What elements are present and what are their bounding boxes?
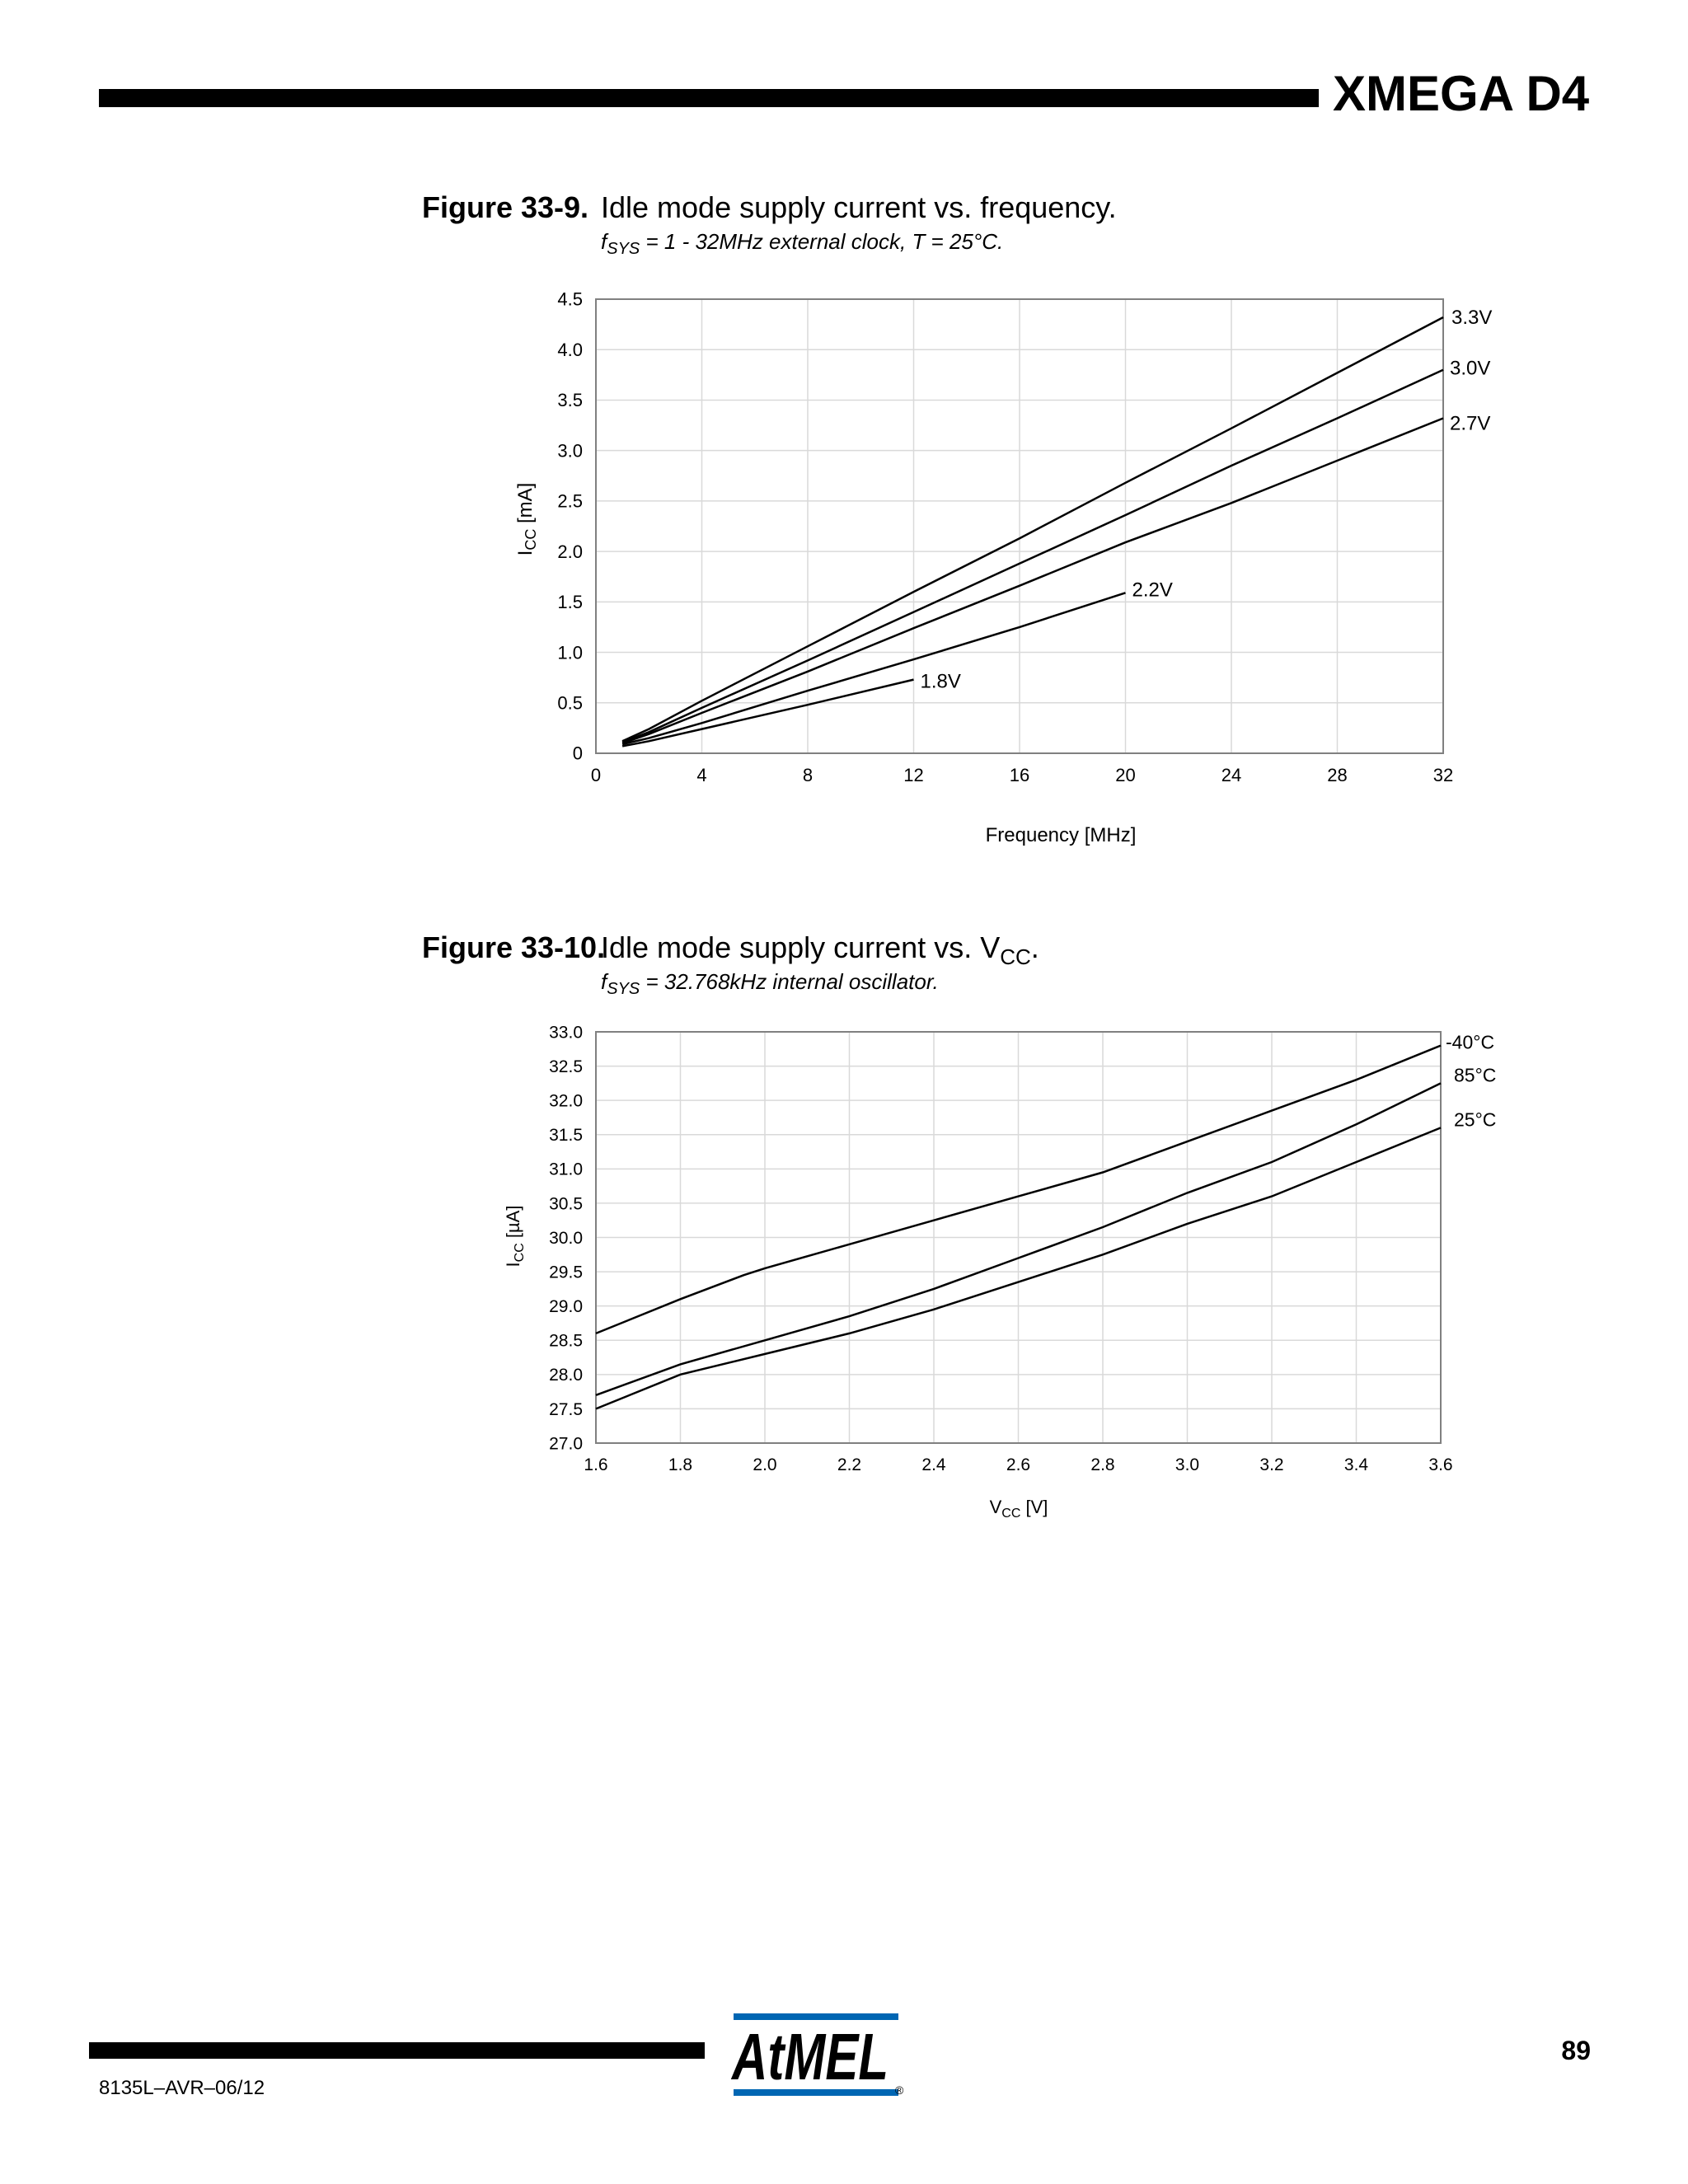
document-title: XMEGA D4 <box>1333 66 1590 121</box>
chart2-series-label: 25°C <box>1454 1108 1497 1131</box>
chart1-xtick-label: 0 <box>590 765 602 785</box>
chart1-ytick-label: 4.5 <box>557 288 583 310</box>
figure-2-subtitle: $f_{SYS} = 32.768kHz$ internal oscillator. <box>601 969 939 999</box>
chart-idle-current-vs-frequency <box>0 0 1688 890</box>
chart2-xtick-label: 2.0 <box>753 1455 777 1474</box>
chart2-xtick-label: 3.2 <box>1259 1455 1284 1474</box>
chart2-xtick-label: 2.6 <box>1006 1455 1031 1474</box>
chart2-ytick-label: 30.0 <box>549 1228 583 1248</box>
figure-1-subtitle: $f_{SYS} = 1 - 32MHz$ external clock, T = 25°C. <box>601 229 1004 259</box>
chart1-xtick-label: 8 <box>802 765 814 785</box>
chart1-ylabel: $I_{CC}$ [mA] <box>514 482 539 556</box>
chart2-series-label: -40°C <box>1446 1031 1495 1053</box>
footer-rule <box>89 2042 705 2059</box>
chart2-ytick-label: 29.5 <box>549 1263 583 1282</box>
chart2-ytick-label: 32.5 <box>549 1057 583 1076</box>
chart2-ytick-label: 30.5 <box>549 1194 583 1214</box>
svg-text:AtMEL: AtMEL <box>730 2020 889 2093</box>
chart2-xtick-label: 2.8 <box>1090 1455 1115 1474</box>
chart2-xtick-label: 3.4 <box>1343 1455 1369 1474</box>
chart1-series-line <box>622 317 1443 741</box>
chart1-xtick-label: 28 <box>1327 765 1348 785</box>
chart1-ytick-label: 1.0 <box>557 642 583 663</box>
chart1-xtick-label: 12 <box>903 765 924 785</box>
chart1-ytick-label: 0.5 <box>557 692 583 714</box>
chart1-series-label: 3.0V <box>1450 357 1491 380</box>
chart2-ylabel: $I_{CC}$ [µA] <box>503 1205 527 1268</box>
chart1-xtick-label: 4 <box>696 765 707 785</box>
chart2-xtick-label: 1.8 <box>668 1455 693 1474</box>
chart2-ytick-label: 27.5 <box>549 1399 583 1419</box>
chart2-xtick-label: 3.6 <box>1428 1455 1453 1474</box>
chart2-ytick-label: 32.0 <box>549 1091 583 1111</box>
chart1-ytick-label: 4.0 <box>557 339 583 360</box>
svg-text:®: ® <box>895 2083 904 2096</box>
chart1-xtick-label: 24 <box>1221 765 1242 785</box>
chart1-xtick-label: 32 <box>1432 765 1454 785</box>
figure-2-caption: Idle mode supply current vs. V <box>601 930 1001 964</box>
chart1-xlabel: Frequency [MHz] <box>985 824 1137 846</box>
chart1-xtick-label: 20 <box>1115 765 1136 785</box>
chart2-xtick-label: 2.2 <box>837 1455 862 1474</box>
chart2-ytick-label: 31.0 <box>549 1160 583 1179</box>
chart1-ytick-label: 2.0 <box>557 541 583 562</box>
chart1-series-label: 1.8V <box>920 670 961 693</box>
figure-1-number: Figure 33-9. <box>422 190 589 224</box>
chart2-xlabel: $V_{CC}$ [V] <box>989 1497 1048 1521</box>
figure-1-caption: Idle mode supply current vs. frequency. <box>601 190 1117 224</box>
chart2-ytick-label: 29.0 <box>549 1297 583 1317</box>
chart2-xtick-label: 2.4 <box>921 1455 946 1474</box>
chart1-series-line <box>622 593 1125 744</box>
page-number: 89 <box>1561 2036 1591 2065</box>
chart1-series-line <box>622 419 1443 743</box>
atmel-logo <box>725 2013 907 2096</box>
chart1-ytick-label: 3.0 <box>557 440 583 462</box>
figure-2-number: Figure 33-10. <box>422 930 606 964</box>
chart2-ytick-label: 28.0 <box>549 1366 583 1385</box>
chart1-ytick-label: 2.5 <box>557 490 583 512</box>
chart1-series-line <box>622 680 913 747</box>
chart1-ytick-label: 1.5 <box>557 592 583 613</box>
chart-idle-current-vs-vcc <box>0 989 1688 1533</box>
chart2-xtick-label: 3.0 <box>1175 1455 1200 1474</box>
figure-2-title: Figure 33-10.Idle mode supply current vs. $V_{CC}$. <box>422 930 1039 970</box>
chart2-ytick-label: 31.5 <box>549 1126 583 1146</box>
document-id: 8135L–AVR–06/12 <box>99 2077 265 2099</box>
chart2-ytick-label: 33.0 <box>549 1023 583 1043</box>
chart1-series-line <box>622 370 1443 743</box>
chart1-series-label: 2.7V <box>1450 412 1491 435</box>
chart2-series-label: 85°C <box>1454 1064 1497 1086</box>
chart2-xtick-label: 1.6 <box>584 1455 608 1474</box>
chart2-ytick-label: 28.5 <box>549 1331 583 1351</box>
chart1-ytick-label: 3.5 <box>557 390 583 411</box>
chart1-series-label: 3.3V <box>1451 307 1493 330</box>
chart2-ytick-label: 27.0 <box>549 1434 583 1454</box>
chart1-series-label: 2.2V <box>1132 579 1173 602</box>
chart1-xtick-label: 16 <box>1009 765 1030 785</box>
chart1-ytick-label: 0 <box>572 743 583 764</box>
